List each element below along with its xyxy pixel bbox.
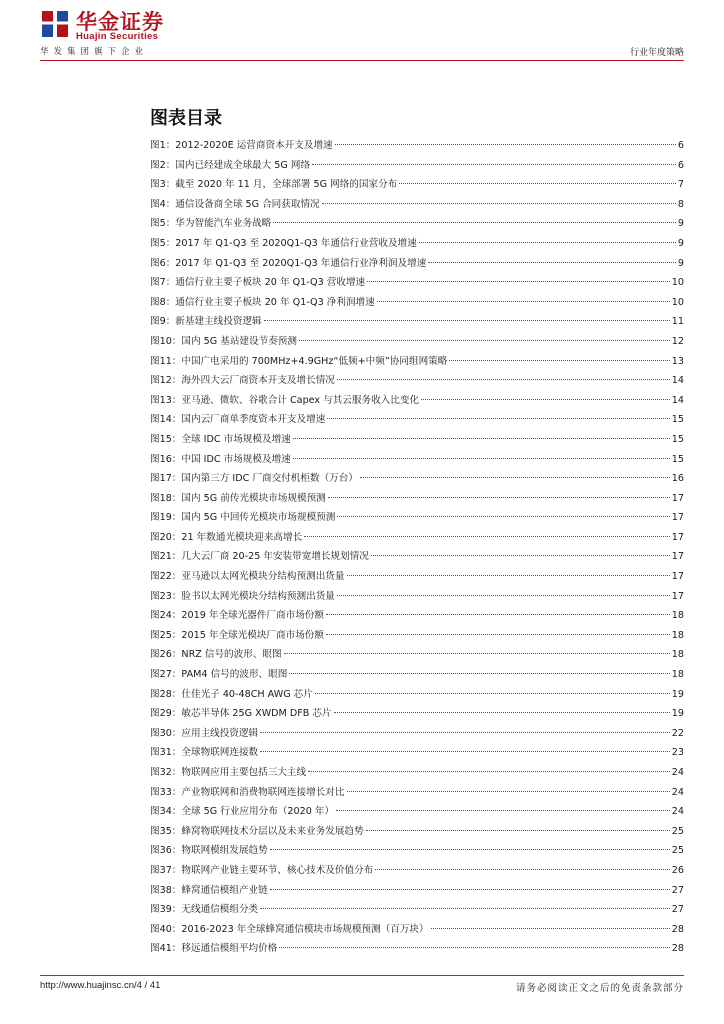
toc-row[interactable] xyxy=(150,313,684,333)
toc-dot-leader xyxy=(337,516,669,517)
toc-figure-title: 21 年数通光模块迎来高增长 xyxy=(181,531,303,543)
toc-figure-title: 全球 IDC 市场规模及增速 xyxy=(181,433,291,445)
toc-dot-leader xyxy=(270,849,670,850)
toc-figure-title: 2017 年 Q1-Q3 至 2020Q1-Q3 年通信行业营收及增速 xyxy=(175,237,417,249)
toc-page-number: 17 xyxy=(671,551,684,563)
toc-figure-title: NRZ 信号的波形、眼图 xyxy=(181,649,282,661)
toc-dot-leader xyxy=(326,634,670,635)
toc-figure-label: 图2： xyxy=(150,159,176,171)
toc-page-number: 13 xyxy=(671,355,684,367)
toc-row[interactable] xyxy=(150,176,684,196)
toc-dot-leader xyxy=(264,320,670,321)
toc-figure-label: 图34： xyxy=(150,806,182,818)
toc-figure-label: 图21： xyxy=(150,551,182,563)
toc-page-number: 24 xyxy=(671,767,684,778)
toc-figure-title: 国内已经建成全球最大 5G 网络 xyxy=(175,159,311,171)
toc-dot-leader xyxy=(293,458,670,459)
toc-row[interactable] xyxy=(150,470,684,490)
toc-page-number: 14 xyxy=(671,375,684,387)
toc-row[interactable] xyxy=(150,255,684,275)
toc-figure-label: 图19： xyxy=(150,512,182,524)
toc-page-number: 15 xyxy=(671,433,684,445)
toc-figure-title: 全球 5G 行业应用分布（2020 年） xyxy=(181,806,335,818)
toc-row[interactable] xyxy=(150,803,684,823)
toc-row[interactable] xyxy=(150,588,684,608)
toc-figure-title: 2012-2020E 运营商资本开支及增速 xyxy=(175,140,333,151)
toc-figure-label: 图41： xyxy=(150,943,182,955)
toc-figure-label: 图33： xyxy=(150,786,182,798)
toc-figure-title: PAM4 信号的波形、眼图 xyxy=(181,669,288,681)
toc-figure-title: 2019 年全球光器件厂商市场份额 xyxy=(181,610,324,622)
brand-name-en: Huajin Securities xyxy=(76,31,159,42)
toc-figure-label: 图9： xyxy=(150,316,176,328)
toc-dot-leader xyxy=(299,340,670,341)
page-header xyxy=(0,0,724,62)
toc-dot-leader xyxy=(421,399,670,400)
toc-figure-label: 图12： xyxy=(150,375,182,387)
toc-row[interactable] xyxy=(150,744,684,764)
toc-page-number: 27 xyxy=(671,904,684,916)
toc-row[interactable] xyxy=(150,333,684,353)
huajin-logo-icon xyxy=(40,9,70,39)
toc-figure-title: 国内 5G 中回传光模块市场规模预测 xyxy=(181,512,336,524)
toc-figure-label: 图28： xyxy=(150,688,182,700)
toc-figure-title: 移远通信模组平均价格 xyxy=(181,943,278,955)
toc-row[interactable] xyxy=(150,157,684,177)
header-divider xyxy=(40,60,684,61)
toc-figure-label: 图26： xyxy=(150,649,182,661)
toc-dot-leader xyxy=(308,771,670,772)
toc-figure-label: 图31： xyxy=(150,747,182,759)
toc-figure-label: 图40： xyxy=(150,923,182,935)
toc-row[interactable] xyxy=(150,215,684,235)
toc-figure-title: 国内云厂商单季度资本开支及增速 xyxy=(181,414,326,426)
toc-page-number: 9 xyxy=(677,218,684,230)
toc-dot-leader xyxy=(326,614,670,615)
toc-page-number: 17 xyxy=(671,512,684,524)
toc-figure-label: 图3： xyxy=(150,179,176,191)
toc-row[interactable] xyxy=(150,490,684,510)
toc-page-number: 6 xyxy=(677,159,684,171)
toc-dot-leader xyxy=(328,497,670,498)
toc-page-number: 15 xyxy=(671,453,684,465)
toc-page-number: 18 xyxy=(671,649,684,661)
toc-row[interactable] xyxy=(150,509,684,529)
toc-page-number: 22 xyxy=(671,727,684,739)
toc-figure-title: 物联网应用主要包括三大主线 xyxy=(181,767,307,778)
toc-figure-title: 2016-2023 年全球蜂窝通信模块市场规模预测（百万块） xyxy=(181,923,429,935)
toc-row[interactable] xyxy=(150,686,684,706)
toc-figure-title: 产业物联网和消费物联网连接增长对比 xyxy=(181,786,345,798)
toc-figure-label: 图29： xyxy=(150,708,182,720)
toc-row[interactable] xyxy=(150,607,684,627)
toc-figure-label: 图11： xyxy=(150,355,182,367)
toc-dot-leader xyxy=(312,164,676,165)
toc-row[interactable] xyxy=(150,784,684,804)
toc-page-number: 6 xyxy=(677,140,684,151)
toc-figure-title: 华为智能汽车业务战略 xyxy=(175,218,272,230)
toc-figure-title: 中国 IDC 市场规模及增速 xyxy=(181,453,291,465)
toc-row[interactable] xyxy=(150,451,684,471)
report-type: 行业年度策略 xyxy=(629,48,684,58)
toc-figure-label: 图1： xyxy=(150,140,176,151)
group-tagline: 华发集团旗下企业 xyxy=(40,47,149,57)
toc-figure-label: 图39： xyxy=(150,904,182,916)
toc-row[interactable] xyxy=(150,627,684,647)
toc-row[interactable] xyxy=(150,725,684,745)
toc-figure-label: 图22： xyxy=(150,571,182,583)
toc-dot-leader xyxy=(322,203,676,204)
toc-row[interactable] xyxy=(150,235,684,255)
toc-figure-title: 中国广电采用的 700MHz+4.9GHz“低频+中频”协同组网策略 xyxy=(181,355,448,367)
toc-figure-label: 图27： xyxy=(150,669,182,681)
toc-row[interactable] xyxy=(150,901,684,921)
toc-page-number: 23 xyxy=(671,747,684,759)
toc-dot-leader xyxy=(347,791,670,792)
toc-figure-label: 图36： xyxy=(150,845,182,857)
toc-dot-leader xyxy=(336,810,670,811)
toc-row[interactable] xyxy=(150,353,684,373)
toc-figure-label: 图38： xyxy=(150,884,182,896)
toc-dot-leader xyxy=(337,379,670,380)
toc-row[interactable] xyxy=(150,882,684,902)
toc-dot-leader xyxy=(289,673,669,674)
toc-page-number: 9 xyxy=(677,257,684,269)
toc-page-number: 27 xyxy=(671,884,684,896)
toc-dot-leader xyxy=(304,536,670,537)
toc-page-number: 7 xyxy=(677,179,684,191)
toc-figure-title: 应用主线投资逻辑 xyxy=(181,727,259,739)
toc-figure-title: 国内第三方 IDC 厂商交付机柜数（万台） xyxy=(181,473,358,485)
toc-figure-title: 海外四大云厂商资本开支及增长情况 xyxy=(181,375,335,387)
toc-figure-label: 图25： xyxy=(150,629,182,641)
figure-list xyxy=(150,137,684,960)
toc-page-number: 10 xyxy=(671,296,684,308)
toc-dot-leader xyxy=(327,418,669,419)
toc-figure-title: 物联网产业链主要环节、核心技术及价值分布 xyxy=(181,864,374,876)
toc-page-number: 15 xyxy=(671,414,684,426)
toc-figure-title: 2015 年全球光模块厂商市场份额 xyxy=(181,629,324,641)
toc-figure-title: 2017 年 Q1-Q3 至 2020Q1-Q3 年通信行业净利润及增速 xyxy=(175,257,427,269)
toc-dot-leader xyxy=(371,555,670,556)
toc-figure-label: 图30： xyxy=(150,727,182,739)
brand-name-cn: 华金证券 xyxy=(76,10,164,34)
toc-figure-title: 通信设备商全球 5G 合同获取情况 xyxy=(175,198,320,210)
toc-figure-title: 无线通信模组分类 xyxy=(181,904,259,916)
toc-dot-leader xyxy=(428,262,676,263)
footer-divider xyxy=(40,975,684,976)
toc-figure-label: 图10： xyxy=(150,335,182,347)
toc-page-number: 25 xyxy=(671,825,684,837)
toc-dot-leader xyxy=(270,889,670,890)
toc-page-number: 26 xyxy=(671,864,684,876)
toc-row[interactable] xyxy=(150,823,684,843)
toc-figure-label: 图37： xyxy=(150,864,182,876)
toc-row[interactable] xyxy=(150,940,684,960)
toc-row[interactable] xyxy=(150,666,684,686)
toc-figure-title: 几大云厂商 20-25 年安装带宽增长规划情况 xyxy=(181,551,369,563)
toc-dot-leader xyxy=(260,732,670,733)
toc-row[interactable] xyxy=(150,274,684,294)
toc-dot-leader xyxy=(431,928,670,929)
toc-figure-label: 图15： xyxy=(150,433,182,445)
toc-row[interactable] xyxy=(150,921,684,941)
toc-dot-leader xyxy=(273,222,676,223)
toc-dot-leader xyxy=(347,575,670,576)
toc-figure-label: 图6： xyxy=(150,257,176,269)
toc-row[interactable] xyxy=(150,529,684,549)
toc-dot-leader xyxy=(293,438,670,439)
toc-row[interactable] xyxy=(150,568,684,588)
toc-row[interactable] xyxy=(150,862,684,882)
toc-dot-leader xyxy=(366,830,670,831)
toc-figure-label: 图8： xyxy=(150,296,176,308)
toc-dot-leader xyxy=(367,281,670,282)
toc-figure-label: 图4： xyxy=(150,198,176,210)
toc-row[interactable] xyxy=(150,372,684,392)
toc-page-number: 10 xyxy=(671,277,684,289)
toc-page-number: 11 xyxy=(671,316,684,328)
toc-page-number: 12 xyxy=(671,335,684,347)
toc-figure-title: 全球物联网连接数 xyxy=(181,747,259,759)
toc-page-number: 17 xyxy=(671,571,684,583)
toc-row[interactable] xyxy=(150,548,684,568)
toc-figure-label: 图14： xyxy=(150,414,182,426)
toc-dot-leader xyxy=(449,360,669,361)
toc-figure-label: 图32： xyxy=(150,767,182,778)
toc-figure-title: 国内 5G 前传光模块市场规模预测 xyxy=(181,492,326,504)
toc-page-number: 18 xyxy=(671,610,684,622)
toc-row[interactable] xyxy=(150,137,684,157)
toc-figure-label: 图24： xyxy=(150,610,182,622)
toc-page-number: 14 xyxy=(671,394,684,406)
toc-page-number: 17 xyxy=(671,492,684,504)
toc-figure-label: 图13： xyxy=(150,394,182,406)
toc-figure-title: 新基建主线投资逻辑 xyxy=(175,316,262,328)
toc-page-number: 8 xyxy=(677,198,684,210)
toc-row[interactable] xyxy=(150,646,684,666)
toc-figure-label: 图16： xyxy=(150,453,182,465)
toc-page-number: 25 xyxy=(671,845,684,857)
toc-figure-label: 图5： xyxy=(150,218,176,230)
toc-figure-title: 敏芯半导体 25G XWDM DFB 芯片 xyxy=(181,708,332,720)
toc-row[interactable] xyxy=(150,196,684,216)
toc-row[interactable] xyxy=(150,842,684,862)
toc-page-number: 9 xyxy=(677,237,684,249)
toc-dot-leader xyxy=(377,301,670,302)
toc-dot-leader xyxy=(279,947,669,948)
toc-dot-leader xyxy=(419,242,676,243)
toc-dot-leader xyxy=(315,693,670,694)
toc-figure-label: 图23： xyxy=(150,590,182,602)
toc-row[interactable] xyxy=(150,705,684,725)
toc-dot-leader xyxy=(334,712,670,713)
footer-disclaimer: 请务必阅读正文之后的免责条款部分 xyxy=(515,983,684,994)
footer-url-page[interactable]: http://www.huajinsc.cn/4 / 41 xyxy=(40,980,161,991)
toc-page-number: 18 xyxy=(671,669,684,681)
toc-page-number: 24 xyxy=(671,806,684,818)
toc-figure-label: 图35： xyxy=(150,825,182,837)
toc-row[interactable] xyxy=(150,294,684,314)
toc-dot-leader xyxy=(260,751,670,752)
toc-dot-leader xyxy=(375,869,670,870)
toc-figure-title: 仕佳光子 40-48CH AWG 芯片 xyxy=(181,688,313,700)
toc-figure-label: 图5： xyxy=(150,237,176,249)
toc-figure-title: 脸书以太网光模块分结构预测出货量 xyxy=(181,590,335,602)
toc-figure-title: 亚马逊、微软、谷歌合计 Capex 与其云服务收入比变化 xyxy=(181,394,420,406)
toc-dot-leader xyxy=(284,653,670,654)
toc-page-number: 28 xyxy=(671,923,684,935)
toc-page-number: 18 xyxy=(671,629,684,641)
toc-figure-label: 图7： xyxy=(150,277,176,289)
toc-figure-label: 图17： xyxy=(150,473,182,485)
toc-row[interactable] xyxy=(150,431,684,451)
toc-dot-leader xyxy=(335,144,676,145)
toc-page-number: 28 xyxy=(671,943,684,955)
toc-page-number: 17 xyxy=(671,531,684,543)
toc-figure-title: 蜂窝通信模组产业链 xyxy=(181,884,268,896)
toc-page-number: 17 xyxy=(671,590,684,602)
toc-title: 图表目录 xyxy=(150,108,222,129)
toc-figure-title: 截至 2020 年 11 月，全球部署 5G 网络的国家分布 xyxy=(175,179,398,191)
toc-figure-title: 亚马逊以太网光模块分结构预测出货量 xyxy=(181,571,345,583)
toc-figure-label: 图18： xyxy=(150,492,182,504)
toc-row[interactable] xyxy=(150,392,684,412)
toc-row[interactable] xyxy=(150,411,684,431)
toc-dot-leader xyxy=(337,595,670,596)
toc-figure-title: 通信行业主要子板块 20 年 Q1-Q3 净利润增速 xyxy=(175,296,375,308)
toc-figure-label: 图20： xyxy=(150,531,182,543)
toc-figure-title: 蜂窝物联网技术分层以及未来业务发展趋势 xyxy=(181,825,364,837)
toc-figure-title: 通信行业主要子板块 20 年 Q1-Q3 营收增速 xyxy=(175,277,366,289)
toc-dot-leader xyxy=(360,477,670,478)
toc-figure-title: 国内 5G 基站建设节奏预测 xyxy=(181,335,297,347)
toc-row[interactable] xyxy=(150,764,684,784)
toc-page-number: 16 xyxy=(671,473,684,485)
toc-page-number: 19 xyxy=(671,708,684,720)
toc-dot-leader xyxy=(260,908,670,909)
toc-figure-title: 物联网模组发展趋势 xyxy=(181,845,268,857)
toc-page-number: 19 xyxy=(671,688,684,700)
toc-dot-leader xyxy=(399,183,676,184)
toc-page-number: 24 xyxy=(671,786,684,798)
